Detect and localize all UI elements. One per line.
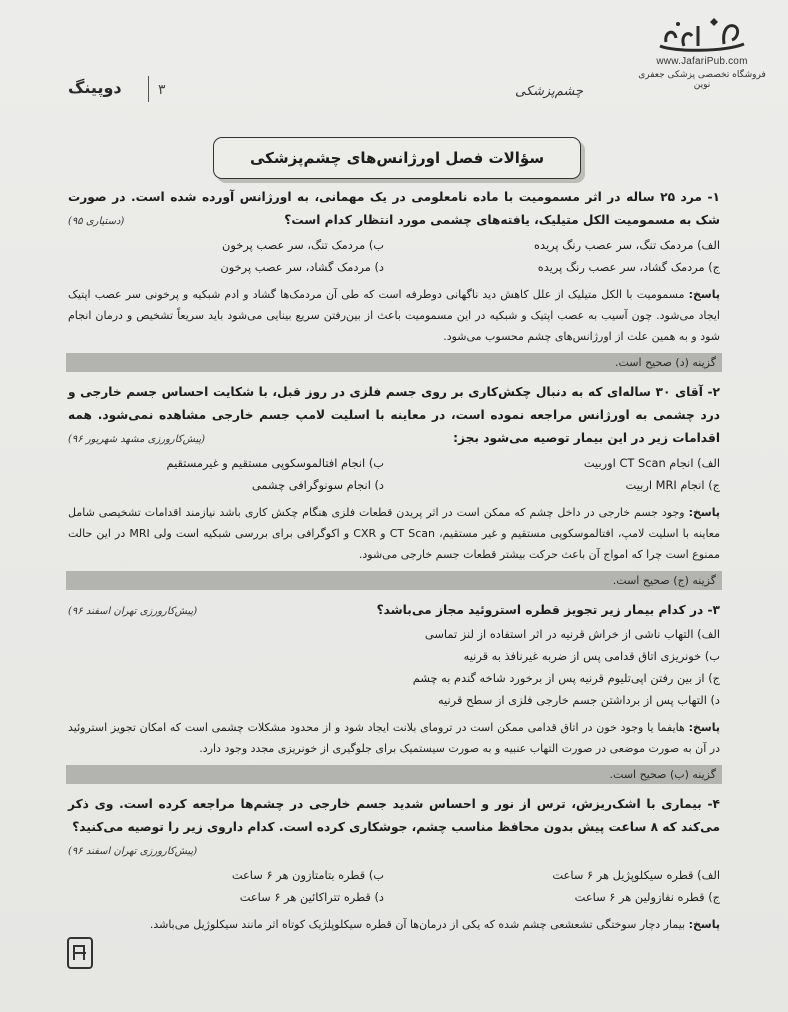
header-divider <box>148 76 149 102</box>
option-a: الف) التهاب ناشی از خراش قرنیه در اثر استفاده از لنز تماسی <box>424 627 720 641</box>
options-list <box>68 864 720 908</box>
question-text: ۴- بیماری با اشک‌ریزش، ترس از نور و احساس شدید جسم خارجی در چشم‌ها مراجعه کرده است. وی ذکر می‌کند که ۸ ساعت پیش بدون محافظ مناسب چشم، جوشکاری کرده است. کدام داروی زیر را توصیه می‌کنید؟ (پیش‌کارورزی تهران اسفند ۹۶) <box>68 793 720 863</box>
option-c: ج) از بین رفتن اپی‌تلیوم قرنیه پس از برخورد شاخه گندم به چشم <box>412 671 720 685</box>
question-text: ۱- مرد ۲۵ ساله در اثر مسمومیت با ماده نامعلومی در یک مهمانی، به اورژانس آورده شده است. در صورت شک به مسمومیت الکل متیلیک، یافته‌های چشمی مورد انتظار کدام است؟ (دستیاری ۹۵) <box>68 186 720 233</box>
option-d: د) انجام سونوگرافی چشمی <box>251 478 384 492</box>
option-b: ب) قطره بتامتازون هر ۶ ساعت <box>231 868 384 882</box>
section-title: سؤالات فصل اورژانس‌های چشم‌پزشکی <box>213 137 581 179</box>
header-chapter-title: چشم‌پزشکی <box>515 84 583 99</box>
page-number: ۳ <box>158 82 166 98</box>
option-a: الف) قطره سیکلوپژیل هر ۶ ساعت <box>552 868 720 882</box>
option-c: ج) مردمک گشاد، سر عصب رنگ پریده <box>537 260 720 274</box>
option-d: د) مردمک گشاد، سر عصب پرخون <box>220 260 384 274</box>
question-2 <box>68 381 720 590</box>
correct-answer-band: گزینه (د) صحیح است. <box>66 353 722 372</box>
correct-answer-band: گزینه (ب) صحیح است. <box>66 765 722 784</box>
option-d: د) قطره تتراکائین هر ۶ ساعت <box>239 890 384 904</box>
answer-explanation: پاسخ: وجود جسم خارجی در داخل چشم که ممکن است در اثر پریدن قطعات فلزی هنگام چکش کاری باشد نیازمند اقدامات تشخیصی شامل معاینه با اسلیت لامپ، افتالموسکوپی مستقیم و غیر مستقیم، CT Scan و CXR و اکوگرافی برای بررسی شبکیه است ولی MRI در این حالت ممنوع است چرا که امواج آن باعث حرکت بیشتر قطعات جسم خارجی می‌شود. <box>68 506 721 561</box>
jafari-calligraphy-logo-icon <box>654 16 750 56</box>
question-4 <box>68 793 720 935</box>
brand-logo-text: دوپینگ <box>68 78 122 97</box>
answer-explanation: پاسخ: مسمومیت با الکل متیلیک از علل کاهش دید ناگهانی دوطرفه است که طی آن مردمک‌ها گشاد و ادم شبکیه و پرخونی سر عصب اپتیک ایجاد می‌شود. چون آسیب به عصب اپتیک و شبکیه در این مسمومیت باعث از بین‌رفتن سریع بینایی می‌شود باید سریعاً تشخیص و درمان انجام شود و به همین علت از اورژانس‌های چشم محسوب می‌شود. <box>68 288 720 343</box>
question-source: (پیش‌کارورزی تهران اسفند ۹۶) <box>68 606 198 617</box>
answer-explanation: پاسخ: بیمار دچار سوختگی تشعشعی چشم شده که یکی از درمان‌ها آن قطره سیکلوپلژیک کوتاه اثر مانند سیکلوژیل می‌باشد. <box>149 918 720 931</box>
options-list <box>68 623 720 711</box>
options-list <box>68 452 720 496</box>
option-c: ج) انجام MRI اربیت <box>625 478 720 492</box>
correct-answer-band: گزینه (ج) صحیح است. <box>66 571 722 590</box>
publisher-tagline: فروشگاه تخصصی پزشکی جعفری نوین <box>638 70 766 90</box>
question-3 <box>68 599 720 784</box>
question-source: (دستیاری ۹۵) <box>68 216 125 227</box>
answer-explanation: پاسخ: هایفما یا وجود خون در اتاق قدامی ممکن است در ترومای بلانت ایجاد شود و از محدود مشکلات چشمی است که امکان تجویز استروئید در آن به صورت موضعی در صورت التهاب عنبیه و به صورت سیستمیک برای جلوگیری از خونریزی مجدد وجود دارد. <box>68 721 720 755</box>
option-b: ب) انجام افتالموسکوپی مستقیم و غیرمستقیم <box>166 456 384 470</box>
option-c: ج) قطره نفازولین هر ۶ ساعت <box>574 890 720 904</box>
question-source: (پیش‌کارورزی مشهد شهریور ۹۶) <box>68 434 206 445</box>
options-list <box>68 234 720 278</box>
question-text: ۲- آقای ۳۰ ساله‌ای که به دنبال چکش‌کاری بر روی جسم فلزی در روز قبل، با شکایت احساس جسم خارجی و درد چشمی به اورژانس مراجعه نموده است، در معاینه با اسلیت لامپ جسم خارجی مشاهده نمی‌شود. همه اقدامات زیر در این بیمار توصیه می‌شود بجز: (پیش‌کارورزی مشهد شهریور ۹۶) <box>68 381 720 451</box>
option-b: ب) خونریزی اتاق قدامی پس از ضربه غیرنافذ به قرنیه <box>463 649 720 663</box>
book-corner-mark-icon <box>66 936 94 970</box>
option-a: الف) انجام CT Scan اوربیت <box>583 456 720 470</box>
option-d: د) التهاب پس از برداشتن جسم خارجی فلزی از سطح قرنیه <box>437 693 720 707</box>
option-a: الف) مردمک تنگ، سر عصب رنگ پریده <box>534 238 720 252</box>
option-b: ب) مردمک تنگ، سر عصب پرخون <box>222 238 384 252</box>
publisher-url: www.JafariPub.com <box>656 56 748 67</box>
question-source: (پیش‌کارورزی تهران اسفند ۹۶) <box>68 846 198 857</box>
running-header <box>60 74 752 108</box>
question-text: ۳- در کدام بیمار زیر تجویز قطره استروئید مجاز می‌باشد؟ (پیش‌کارورزی تهران اسفند ۹۶) <box>68 599 720 623</box>
question-1 <box>68 186 720 372</box>
questions-content <box>68 186 720 935</box>
